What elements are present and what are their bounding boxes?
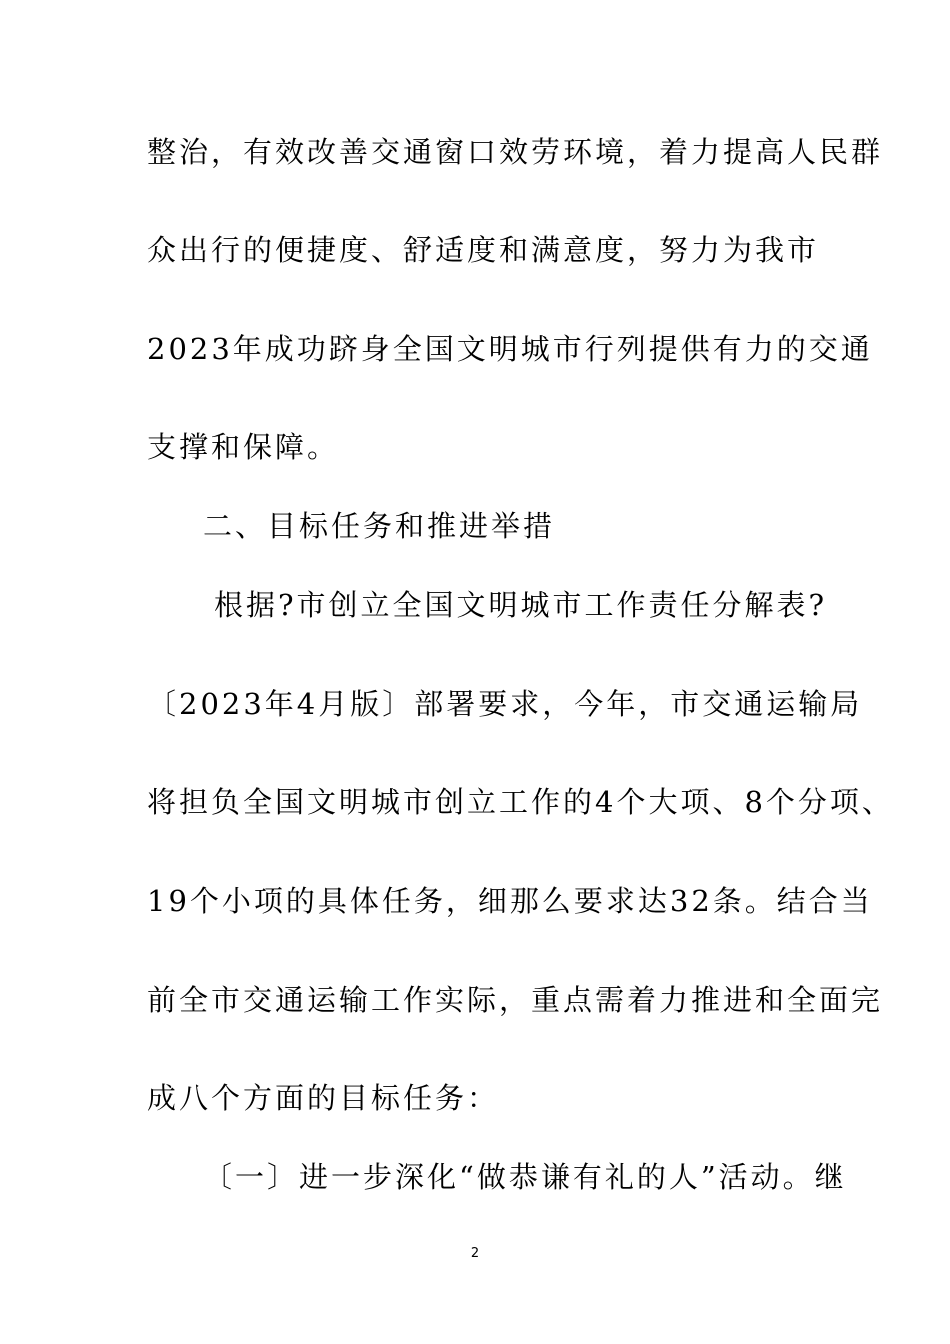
text-line-12: 〔一〕进一步深化“做恭谦有礼的人”活动。继 bbox=[203, 1160, 847, 1194]
text-line-1: 整治，有效改善交通窗口效劳环境，着力提高人民群 bbox=[147, 135, 884, 169]
text-line-6: 根据?市创立全国文明城市工作责任分解表? bbox=[214, 588, 828, 622]
text-line-3: 2023年成功跻身全国文明城市行列提供有力的交通 bbox=[147, 332, 873, 366]
text-line-8: 将担负全国文明城市创立工作的4个大项、8个分项、 bbox=[147, 785, 894, 819]
text-line-11: 成八个方面的目标任务： bbox=[147, 1081, 500, 1115]
text-line-2: 众出行的便捷度、舒适度和满意度，努力为我市 bbox=[147, 233, 820, 267]
text-line-9: 19个小项的具体任务，细那么要求达32条。结合当 bbox=[147, 884, 873, 918]
text-line-10: 前全市交通运输工作实际，重点需着力推进和全面完 bbox=[147, 983, 884, 1017]
page-number: 2 bbox=[470, 1246, 480, 1261]
text-line-4: 支撑和保障。 bbox=[147, 430, 340, 464]
section-heading: 二、目标任务和推进举措 bbox=[203, 509, 556, 543]
text-line-7: 〔2023年4月版〕部署要求，今年，市交通运输局 bbox=[147, 687, 863, 721]
